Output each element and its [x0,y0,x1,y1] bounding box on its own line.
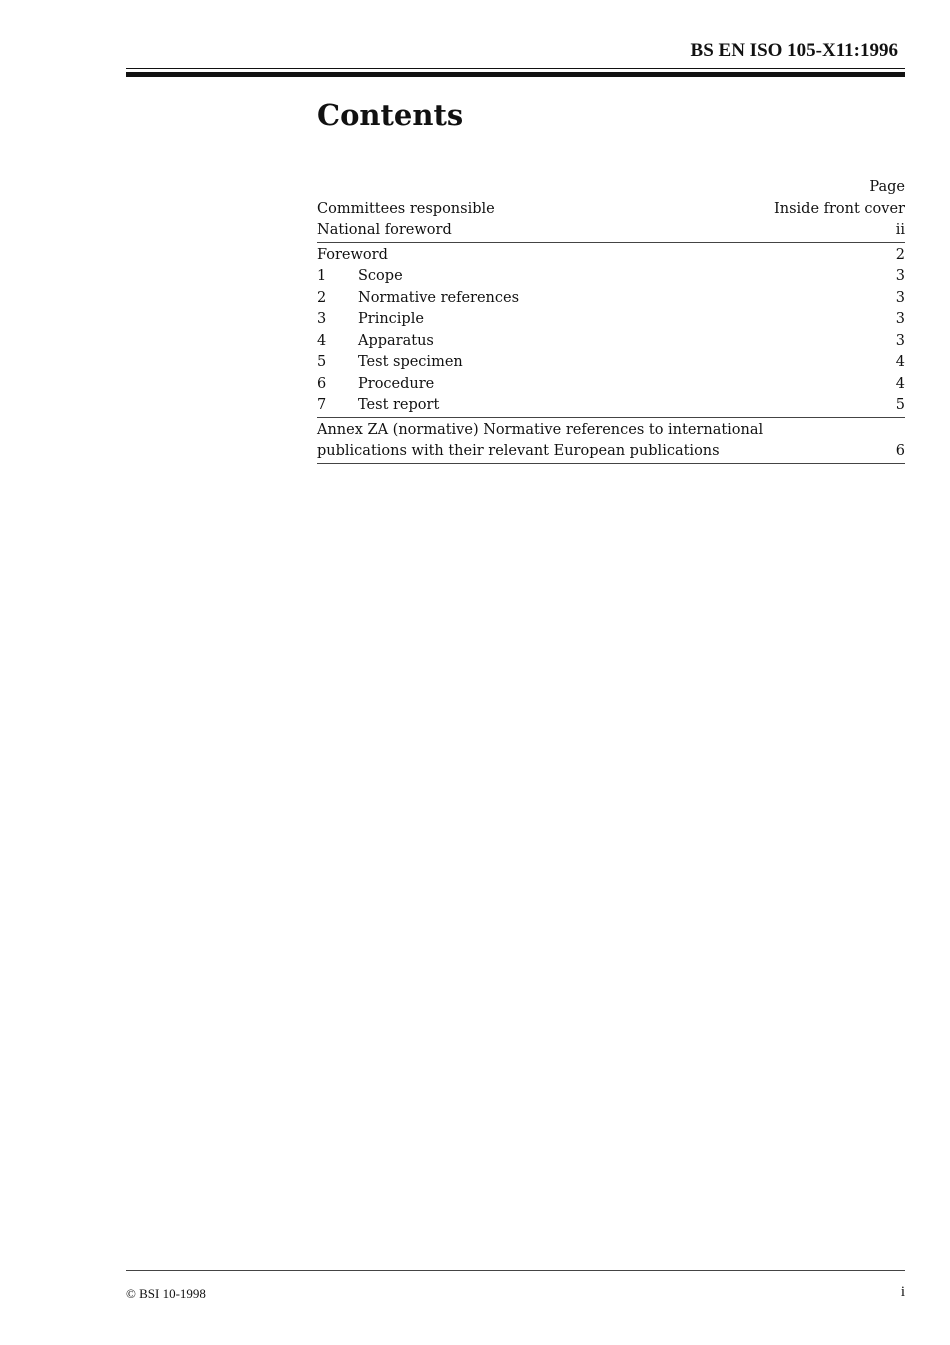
toc-clause-number: 4 [317,332,327,349]
toc-entry-label: Apparatus [358,332,434,349]
toc-entry-label: Test specimen [358,354,463,370]
toc-entry-label: Scope [358,268,403,284]
toc-entry-annex[interactable] [317,418,905,464]
toc-clause-number: 1 [317,268,327,284]
toc-entry-clause[interactable] [317,266,905,288]
page-title: Contents [317,98,464,132]
toc-entry-page: 3 [895,268,905,284]
copyright: © BSI 10-1998 [126,1286,206,1301]
toc-clause-number: 3 [317,311,327,327]
toc-entry-foreword[interactable] [317,243,905,267]
toc-entry-page: 2 [895,246,905,263]
toc-entry-page: 3 [895,289,905,306]
toc-entry-page: 4 [895,354,905,370]
toc-entry-label: Test report [358,397,440,413]
toc-clause-number: 2 [317,289,327,306]
toc-entry-page: 4 [895,375,905,392]
toc-entry-label: Principle [358,311,424,327]
toc-annex-line-1: Annex ZA (normative) Normative references to international [317,421,764,438]
footer-rule [126,1270,905,1271]
header-rule-thin [126,68,905,69]
toc-entry-page: ii [895,222,905,238]
toc-entry-page: 3 [895,332,905,349]
toc-clause-number: 5 [317,354,327,370]
toc-entry-clause[interactable] [317,331,905,353]
toc-entry-label: Foreword [317,246,388,263]
toc-clause-number: 6 [317,375,327,392]
toc-entry-page: 3 [895,311,905,327]
toc-entry-clause[interactable] [317,395,905,418]
toc-entry-page: 5 [895,397,905,413]
toc-entry-label: Normative references [358,289,520,306]
toc-entry-national-foreword[interactable] [317,220,905,243]
page-number: i [900,1284,905,1300]
toc-entry-committees[interactable] [317,199,905,221]
toc-page-header: Page [869,179,905,195]
header-rule-thick [126,72,905,77]
toc-entry-page: Inside front cover [774,200,905,217]
toc-entry-page: 6 [895,443,905,459]
toc-entry-label: Procedure [358,375,435,392]
toc-entry-clause[interactable] [317,352,905,374]
toc-entry-label: Committees responsible [317,200,495,217]
toc-entry-label: National foreword [317,222,452,238]
toc-clause-number: 7 [317,397,327,413]
toc-annex-line-2: publications with their relevant European publications [317,443,720,459]
toc-entry-clause[interactable] [317,309,905,331]
document-id: BS EN ISO 105-X11:1996 [690,40,898,61]
toc-entry-clause[interactable] [317,288,905,310]
table-of-contents [317,177,905,464]
toc-entry-clause[interactable] [317,374,905,396]
